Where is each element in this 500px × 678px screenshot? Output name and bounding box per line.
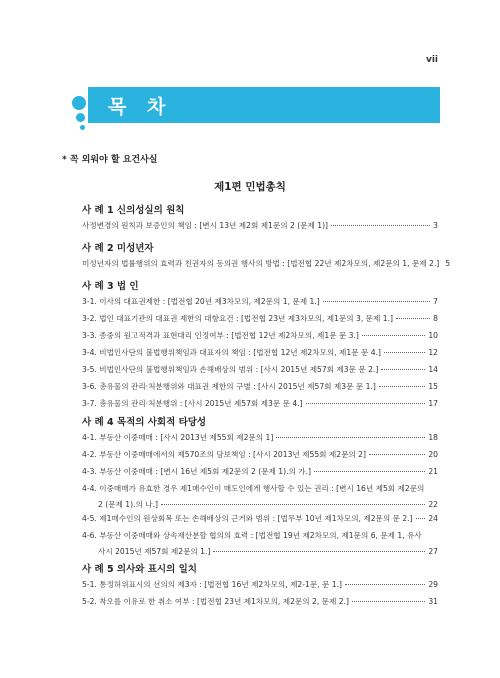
toc-entry-page: 14 (428, 365, 438, 374)
toc-entry[interactable] (82, 432, 438, 443)
dot-leader (314, 471, 425, 472)
decorative-dot-large (72, 96, 86, 110)
toc-entry-text-continued: 2 (문제 1).의 나.] (98, 500, 158, 509)
toc-entry[interactable] (82, 596, 438, 607)
toc-entry-page: 5 (445, 259, 451, 268)
toc-entry-text: 3-4. 비법인사단의 불법행위책임과 대표자의 책임 : [법전협 12년 제2차모의, 제1문 문 4.] (82, 348, 381, 357)
page-title: 목 차 (108, 96, 173, 118)
toc-entry-text: 4-6. 부동산 이중매매와 상속재산분할 협의의 효력 : [법전협 19년 제2차모의, 제1문의 6, 문제 1, 유사 (82, 531, 422, 540)
toc-entry-page: 12 (428, 348, 438, 357)
dot-leader (384, 352, 425, 353)
dot-leader (276, 437, 425, 438)
toc-entry[interactable] (82, 483, 438, 510)
decorative-dot-medium (76, 113, 85, 122)
toc-entry[interactable] (82, 530, 438, 557)
toc-entry-text: 사정변경의 원칙과 보증인의 책임 : [변시 13년 제2회 제1문의 2 (문제 1)] (82, 221, 329, 230)
toc-entry-page: 31 (428, 597, 438, 606)
toc-entry[interactable] (82, 579, 438, 590)
toc-entry-text: 3-2. 법인 대표기관의 대표권 제한의 대항요건 : [법전협 23년 제3차모의, 제1문의 3, 문제 1.] (82, 314, 393, 323)
toc-entry-text: 3-7. 총유물의 관리·처분행위 : [사시 2015년 제57회 제3문 문 4.] (82, 399, 303, 408)
dot-leader (416, 518, 426, 519)
dot-leader (323, 301, 430, 302)
dot-leader (381, 369, 425, 370)
case-heading-1: 사 례 1 신의성실의 원칙 (82, 205, 185, 216)
toc-entry-text: 4-1. 부동산 이중매매 : [사시 2013년 제55회 제2문의 1] (82, 433, 274, 442)
toc-entry-text: 5-2. 착오를 이유로 한 취소 여부 : [법전협 23년 제1차모의, 제2문의 2, 문제 2.] (82, 597, 349, 606)
toc-entry-page: 8 (433, 314, 438, 323)
toc-entry[interactable] (82, 466, 438, 477)
dot-leader (331, 225, 430, 226)
toc-entry-page: 7 (433, 297, 438, 306)
case-heading-5: 사 례 5 의사와 표시의 일치 (82, 564, 197, 575)
toc-entry-page: 22 (428, 500, 438, 509)
toc-entry-page: 24 (428, 514, 438, 523)
toc-entry-page: 10 (428, 331, 438, 340)
dot-leader (396, 318, 430, 319)
part-title: 제1편 민법총칙 (214, 181, 286, 193)
toc-entry-text-continued: 사시 2015년 제57회 제2문의 1.] (98, 547, 211, 556)
toc-entry[interactable] (82, 513, 438, 524)
toc-entry-page: 15 (428, 382, 438, 391)
toc-entry[interactable] (82, 398, 438, 409)
toc-entry-text: 미성년자의 법률행위의 효력과 친권자의 동의권 행사의 방법 : [법전협 22년 제2차모의, 제2문의 1, 문제 2.] (82, 259, 440, 268)
toc-entry-page: 21 (428, 467, 438, 476)
toc-entry[interactable] (82, 364, 438, 375)
toc-entry[interactable] (82, 381, 438, 392)
toc-entry-text: 4-5. 제1매수인의 원상회복 또는 손해배상의 근거와 범위 : [법무부 10년 제1차모의, 제2문의 문 2.] (82, 514, 413, 523)
toc-entry-page: 29 (428, 580, 438, 589)
toc-entry-text: 4-3. 부동산 이중매매 : [변시 16년 제5회 제2문의 2 (문제 1).의 가.] (82, 467, 311, 476)
dot-leader (161, 504, 425, 505)
toc-entry[interactable] (82, 296, 438, 307)
decorative-dot-small (80, 125, 85, 130)
dot-leader (379, 386, 426, 387)
toc-entry-page: 17 (428, 399, 438, 408)
toc-entry-text: 4-4. 이중매매가 유효한 경우 제1매수인이 매도인에게 행사할 수 있는 권리 : [변시 16년 제5회 제2문의 (82, 484, 425, 493)
dot-leader (345, 584, 425, 585)
case-heading-4: 사 례 4 목적의 사회적 타당성 (82, 417, 207, 428)
toc-entry-text: 4-2. 부동산 이중매매에서의 제570조의 담보책임 : [사시 2013년 제55회 제2문의 2] (82, 450, 366, 459)
dot-leader (213, 551, 425, 552)
toc-entry-text: 3-1. 이사의 대표권제한 : [법전협 20년 제3차모의, 제2문의 1, 문제 1.] (82, 297, 320, 306)
toc-entry[interactable] (82, 347, 438, 358)
toc-entry[interactable] (82, 330, 438, 341)
case-heading-3: 사 례 3 법 인 (82, 281, 139, 292)
toc-entry[interactable] (82, 220, 438, 231)
toc-entry-text: 5-1. 통정허위표시의 선의의 제3자 : [법전협 16년 제2차모의, 제2-1문, 문 1.] (82, 580, 342, 589)
toc-entry-page: 20 (428, 450, 438, 459)
toc-entry-text: 3-3. 종중의 원고적격과 표현대리 인정여부 : [법전협 12년 제2차모의, 제1문 문 3.] (82, 331, 359, 340)
toc-entry[interactable] (82, 313, 438, 324)
toc-entry[interactable] (82, 449, 438, 460)
dot-leader (352, 601, 425, 602)
toc-entry[interactable] (82, 258, 451, 269)
note-text: * 꼭 외워야 할 요건사실 (62, 155, 158, 165)
toc-entry-page: 18 (428, 433, 438, 442)
toc-entry-page: 3 (433, 221, 438, 230)
dot-leader (362, 335, 425, 336)
case-heading-2: 사 례 2 미성년자 (82, 243, 154, 254)
page-number: vii (425, 55, 438, 65)
toc-entry-text: 3-5. 비법인사단의 불법행위책임과 손해배상의 범위 : [사시 2015년 제57회 제3문 문 2.] (82, 365, 379, 374)
toc-entry-text: 3-6. 총유물의 관리·처분행위와 대표권 제한의 구별 : [사시 2015년 제57회 제3문 문 1.] (82, 382, 376, 391)
dot-leader (306, 403, 426, 404)
dot-leader (369, 454, 425, 455)
toc-entry-page: 27 (428, 547, 438, 556)
